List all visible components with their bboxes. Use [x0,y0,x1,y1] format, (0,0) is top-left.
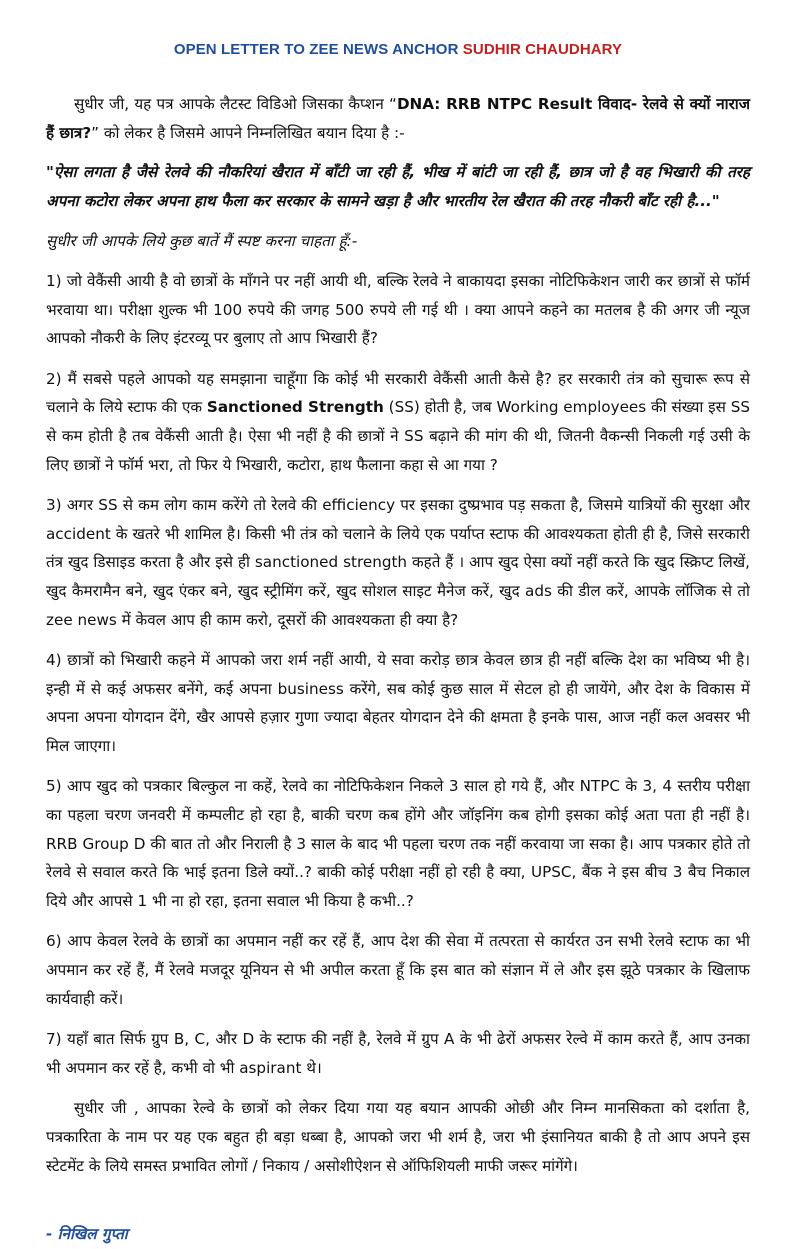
point-2-pre: 2) मैं सबसे पहले आपको यह समझाना चाहूँगा कि कोई भी सरकारी वेकैंसी आती कैसे है? हर सरकारी तंत्र को सुचारू रूप से चलाने के लिये स्टाफ की एक [46,369,750,417]
point-7: 7) यहाँ बात सिर्फ ग्रुप B, C, और D के स्टाफ की नहीं है, रेलवे में ग्रुप A के भी ढेरों अफसर रेल्वे में काम करते हैं, आप उनका भी अपमान कर रहें है, कभी वो भी aspirant थे। [46,1030,750,1077]
clarify-line: सुधीर जी आपके लिये कुछ बातें मैं स्पष्ट करना चाहता हूँ:- [46,232,358,251]
point-1: 1) जो वेकैंसी आयी है वो छात्रों के माँगने पर नहीं आयी थी, बल्कि रेलवे ने बाकायदा इसका नोटिफिकेशन जारी कर छात्रों से फॉर्म भरवाया था। परीक्षा शुल्क भी 100 रुपये की जगह 500 रुपये ली गई थी । क्या आपने कहने का मतलब है की अगर जी न्यूज आपको नौकरी के लिए इंटरव्यू पर बुलाए तो आप भिखारी हैं? [46,271,750,348]
point-2-term: Sanctioned Strength [206,398,384,417]
point-2-post: (SS) होती है, जब Working employees की संख्या इस SS से कम होती है तब वेकैंसी आती है। ऐसा भी नहीं है की छात्रों ने SS बढ़ाने की मांग की थी, जितनी वैकन्सी निकली गई उसी के लिए छात्रों ने फॉर्म भरा, तो फिर ये भिखारी, कटोरा, हाथ फैलाना कहा से आ गया ? [46,398,751,474]
video-caption: DNA: RRB NTPC Result विवाद- रेलवे से क्यों नाराज हैं छात्र? [46,95,750,142]
closing-paragraph: सुधीर जी , आपका रेल्वे के छात्रों को लेकर दिया गया यह बयान आपकी ओछी और निम्न मानसिकता को दर्शाता है, पत्रकारिता के नाम पर यह एक बहुत ही बड़ा धब्बा है, आपको जरा भी शर्म है, जरा भी इंसानियत बाकी है तो आप अपने इस स्टेटमेंट के लिये समस्त प्रभावित लोगों / निकाय / असोशीऐशन से ऑफिशियली माफी जरूर मांगेंगे। [46,1099,750,1175]
title-prefix: OPEN LETTER TO ZEE NEWS ANCHOR [173,41,463,58]
quoted-statement: "ऐसा लगता है जैसे रेलवे की नौकरियां खैरात में बाँटी जा रही हैं, भीख में बांटी जा रही हैं, छात्र जो है वह भिखारी की तरह अपना कटोरा लेकर अपना हाथ फैला कर सरकार के सामने खड़ा है और भारतीय रेल खैरात की तरह नौकरी बाँट रही है..." [46,163,750,210]
point-6: 6) आप केवल रेलवे के छात्रों का अपमान नहीं कर रहें हैं, आप देश की सेवा में तत्परता से कार्यरत उन सभी रेलवे स्टाफ का भी अपमान कर रहें हैं, मैं रेलवे मजदूर यूनियन से भी अपील करता हूँ कि इस बात को संज्ञान में ले और इस झूठे पत्रकार के खिलाफ कार्यवाही करें। [46,932,750,1008]
title-name: SUDHIR CHAUDHARY [462,41,623,58]
intro-paragraph [46,90,750,147]
point-3: 3) अगर SS से कम लोग काम करेंगे तो रेलवे की efficiency पर इसका दुष्प्रभाव पड़ सकता है, जिसमे यात्रियों की सुरक्षा और accident के खतरे भी शामिल है। किसी भी तंत्र को चलाने के लिये एक पर्याप्त स्टाफ की आवश्यकता होती ही है, जिसे सरकारी तंत्र खुद डिसाइड करता है और इसे ही sanctioned strength कहते हैं । आप खुद ऐसा क्यों नहीं करते कि खुद स्क्रिप्ट लिखें, खुद कैमरामैन बने, खुद एंकर बने, खुद स्ट्रीमिंग करें, खुद सोशल साइट मैनेज करें, खुद ads की डील करें, आपके लॉजिक से तो zee news में केवल आप ही काम करो, दूसरों की आवश्यकता ही क्या है? [46,496,750,629]
signature: - निखिल गुप्ता [46,1225,128,1244]
point-2 [46,365,750,479]
intro-pre: सुधीर जी, यह पत्र आपके लैटस्ट विडिओ जिसका कैप्शन “ [74,95,397,113]
intro-post: ” को लेकर है जिसमे आपने निम्नलिखित बयान दिया है :- [91,123,405,142]
letter-title [46,40,750,60]
point-4: 4) छात्रों को भिखारी कहने में आपको जरा शर्म नहीं आयी, ये सवा करोड़ छात्र केवल छात्र ही नहीं बल्कि देश का भविष्य भी है। इन्ही में से कई अफसर बनेंगे, कई अपना business करेंगे, सब कोई कुछ साल में सेटल हो ही जायेंगे, और देश के विकास में अपना अपना योगदान देंगे, खैर आपसे हज़ार गुणा ज्यादा बेहतर योगदान देने की क्षमता है इनके पास, आज नहीं कल अवसर भी मिल जाएगा। [46,651,750,755]
point-5: 5) आप खुद को पत्रकार बिल्कुल ना कहें, रेलवे का नोटिफिकेशन निकले 3 साल हो गये हैं, और NTPC के 3, 4 स्तरीय परीक्षा का पहला चरण जनवरी में कम्पलीट हो रहा है, बाकी चरण कब होंगे और जॉइनिंग कब होगी इसका कोई अता पता ही नहीं है। RRB Group D की बात तो और निराली है 3 साल के बाद भी पहला चरण तक नहीं करवाया जा सका है। आप पत्रकार होते तो रेलवे से सवाल करते कि भाई इतना डिले क्यों..? बाकी कोई परीक्षा नहीं हो रही है क्या, UPSC, बैंक ने इस बीच 3 बैच निकाल दिये और आपसे 1 भी ना हो रहा, इतना सवाल भी किया है कभी..? [46,777,750,910]
